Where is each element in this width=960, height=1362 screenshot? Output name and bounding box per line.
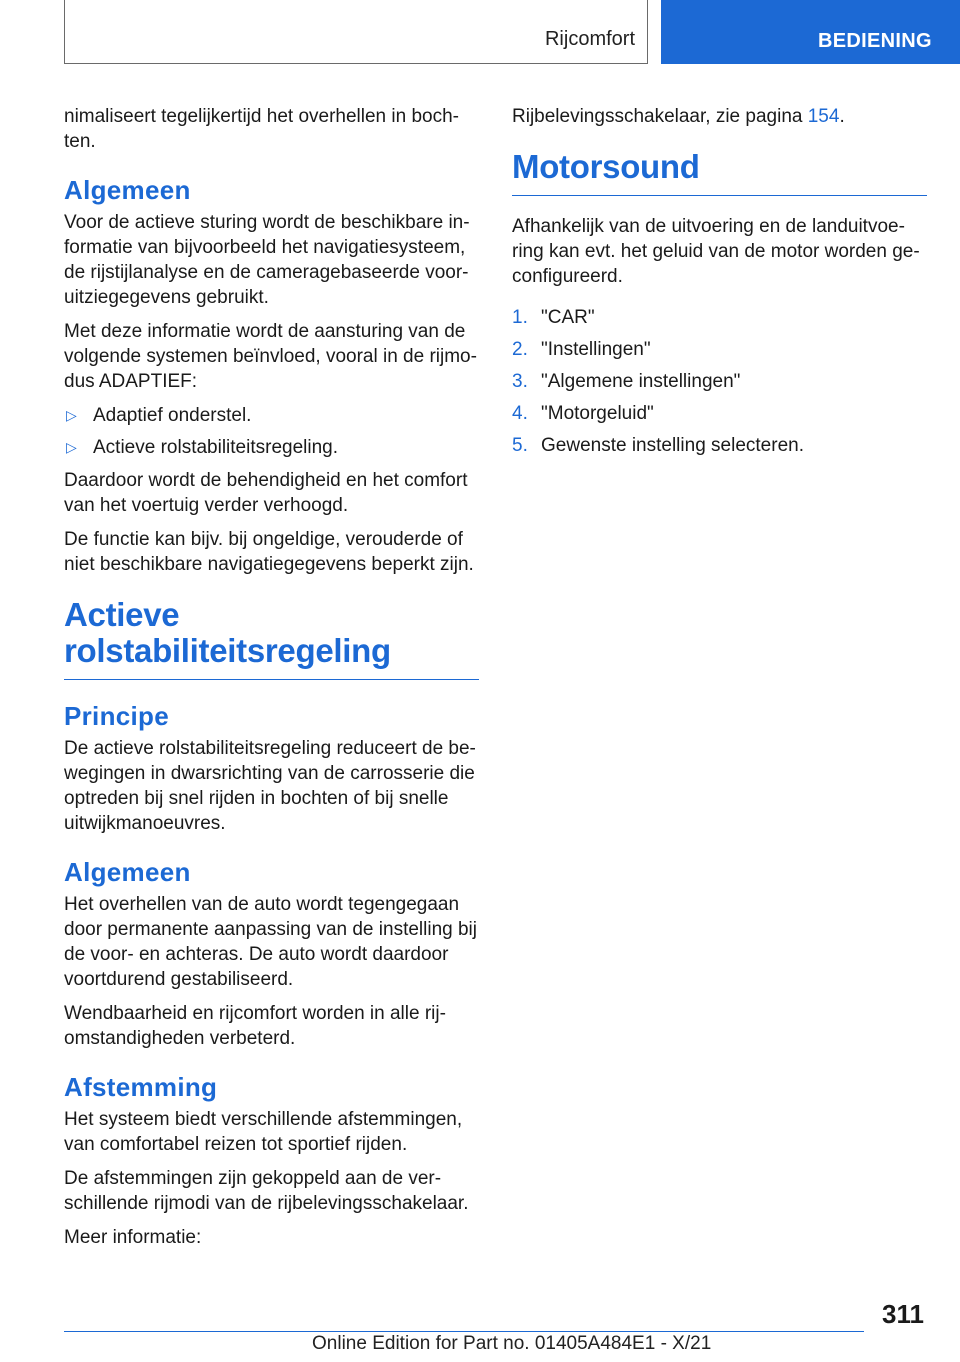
list-item bbox=[64, 435, 479, 460]
bullet-list bbox=[64, 403, 479, 460]
heading-afstemming: Afstemming bbox=[64, 1072, 218, 1102]
step-item bbox=[512, 369, 927, 394]
chapter-heading-motorsound: Motorsound bbox=[512, 149, 927, 196]
step-item bbox=[512, 337, 927, 362]
page-link[interactable]: 154 bbox=[807, 106, 840, 127]
paragraph: De functie kan bijv. bij ongeldige, verouderde of niet beschikbare navigatiegegevens beperkt zijn. bbox=[64, 529, 474, 575]
chapter-tab-label: BEDIENING bbox=[818, 30, 932, 52]
step-number: 2. bbox=[512, 339, 528, 360]
right-column bbox=[512, 104, 927, 465]
step-number: 1. bbox=[512, 307, 528, 328]
reference-end: . bbox=[839, 106, 845, 127]
paragraph: Wendbaarheid en rijcomfort worden in alle rij-omstandigheden verbeterd. bbox=[64, 1003, 446, 1049]
section-title: Rijcomfort bbox=[544, 28, 635, 50]
step-list bbox=[512, 305, 927, 458]
paragraph: De actieve rolstabiliteitsregeling reduceert de be-wegingen in dwarsrichting van de carrosserie die optreden bij snel rijden in bochten of bij snelle uitwijkmanoeuvres. bbox=[64, 738, 476, 834]
step-item bbox=[512, 401, 927, 426]
paragraph: De afstemmingen zijn gekoppeld aan de ver-schillende rijmodi van de rijbelevingsschakelaar. bbox=[64, 1168, 469, 1214]
step-number: 5. bbox=[512, 435, 528, 456]
heading-principe: Principe bbox=[64, 701, 169, 731]
paragraph: Het systeem biedt verschillende afstemmingen, van comfortabel reizen tot sportief rijden. bbox=[64, 1109, 463, 1155]
triangle-right-icon: ▷ bbox=[66, 407, 77, 423]
paragraph: Het overhellen van de auto wordt tegengegaan door permanente aanpassing van de instelling bij de voor- en achteras. De auto wordt daardoor voortdurend gestabiliseerd. bbox=[64, 894, 477, 990]
step-item bbox=[512, 305, 927, 330]
step-number: 4. bbox=[512, 403, 528, 424]
heading-algemeen: Algemeen bbox=[64, 857, 191, 887]
list-item-text: Adaptief onderstel. bbox=[93, 405, 252, 426]
chapter-heading-actieve-rolstabiliteitsregeling: Actieve rolstabiliteitsregeling bbox=[64, 597, 479, 680]
step-text: "Instellingen" bbox=[541, 339, 651, 360]
list-item-text: Actieve rolstabiliteitsregeling. bbox=[93, 437, 339, 458]
paragraph: Afhankelijk van de uitvoering en de landuitvoe-ring kan evt. het geluid van de motor worden ge-configureerd. bbox=[512, 216, 920, 287]
footer-divider bbox=[64, 1331, 864, 1332]
reference-text: Rijbelevingsschakelaar, zie pagina bbox=[512, 106, 808, 127]
footer-edition-text: Online Edition for Part no. 01405A484E1 - X/21 bbox=[312, 1333, 712, 1354]
reference-paragraph bbox=[512, 104, 927, 129]
step-number: 3. bbox=[512, 371, 528, 392]
left-column bbox=[64, 104, 479, 1259]
chapter-tab[interactable] bbox=[661, 0, 960, 64]
paragraph: Daardoor wordt de behendigheid en het comfort van het voertuig verder verhoogd. bbox=[64, 470, 468, 516]
step-item bbox=[512, 433, 927, 458]
step-text: "Algemene instellingen" bbox=[541, 371, 741, 392]
heading-algemeen: Algemeen bbox=[64, 175, 191, 205]
step-text: Gewenste instelling selecteren. bbox=[541, 435, 804, 456]
step-text: "Motorgeluid" bbox=[541, 403, 654, 424]
step-text: "CAR" bbox=[541, 307, 595, 328]
intro-paragraph: nimaliseert tegelijkertijd het overhellen in boch-ten. bbox=[64, 106, 459, 152]
list-item bbox=[64, 403, 479, 428]
paragraph: Voor de actieve sturing wordt de beschikbare in-formatie van bijvoorbeeld het navigatiesysteem, de rijstijlanalyse en de cameragebaseerde voor-uitziegegevens gebruikt. bbox=[64, 212, 470, 308]
paragraph: Meer informatie: bbox=[64, 1227, 202, 1248]
page-number: 311 bbox=[882, 1299, 924, 1329]
paragraph: Met deze informatie wordt de aansturing van de volgende systemen beïnvloed, vooral in de rijmo-dus ADAPTIEF: bbox=[64, 321, 477, 392]
triangle-right-icon: ▷ bbox=[66, 439, 77, 455]
